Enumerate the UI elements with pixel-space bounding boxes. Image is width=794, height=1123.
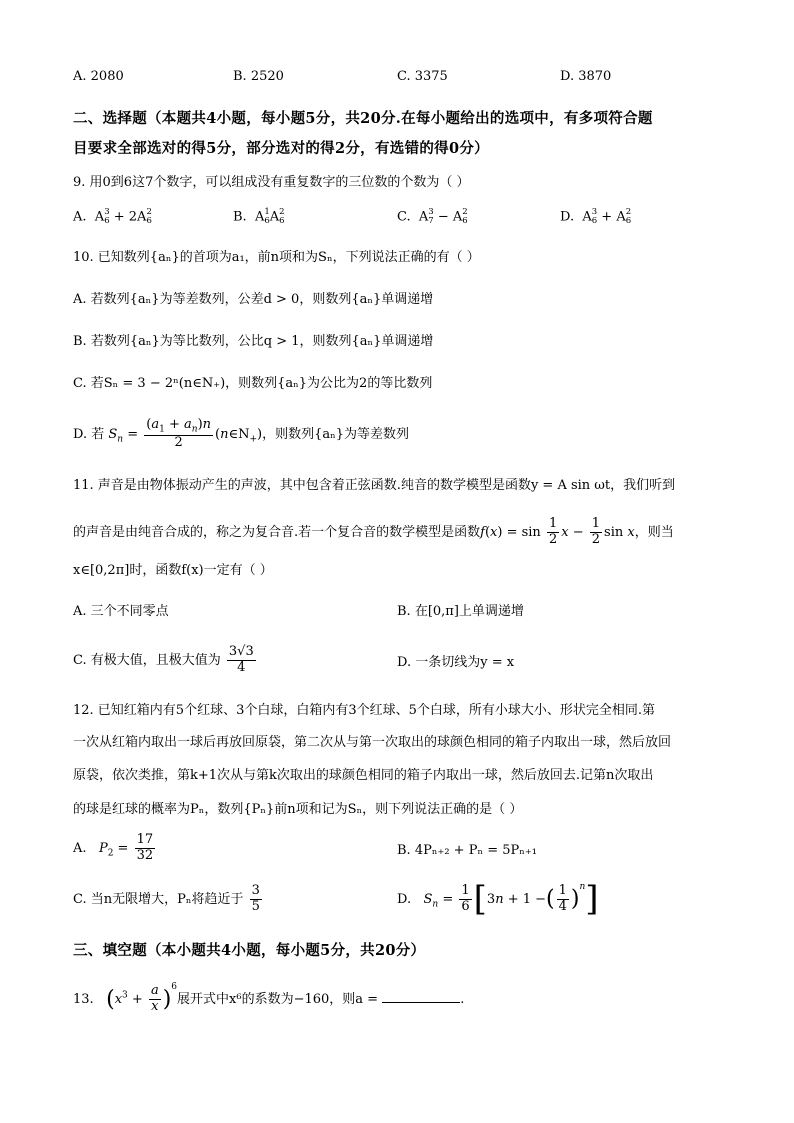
option-d: D. 3870 <box>560 69 612 84</box>
q11-option-c <box>73 645 258 676</box>
q9-option-a: A. A 3 6 + 2A 2 6 <box>73 207 152 226</box>
q12-line3: 原袋，依次类推，第k+1次从与第k次取出的球颜色相同的箱子内取出一球，然后放回去.记第n次取出 <box>73 768 654 783</box>
q11-option-d: D. 一条切线为y = x <box>397 655 515 670</box>
q11-line3: x∈[0,2π]时，函数f(x)一定有（ ） <box>73 563 273 578</box>
q12-option-c <box>73 884 264 915</box>
q12-d-quarter: $\frac{1}{4}$ <box>558 882 567 914</box>
q11-option-a: A. 三个不同零点 <box>73 604 169 619</box>
section-3-heading: 三、填空题（本小题共4小题，每小题5分，共20分） <box>73 942 426 959</box>
q12-option-c-prefix: C. 当n无限增大，Pₙ将趋近于 <box>73 891 244 907</box>
q10-option-d-prefix: D. 若 <box>73 426 105 442</box>
q10-option-d: D. 若 $S_n$ = $\frac{(a_1 + a_n)n}{2}$ $(n\in N_+)$，则数列{aₙ}为等差数列 <box>73 417 410 450</box>
q10-stem: 10. 已知数列{aₙ}的首项为a₁，前n项和为Sₙ，下列说法正确的有（ ） <box>73 250 480 265</box>
q12-option-a: A. $P_2$ = $\frac{17}{32}$ <box>73 832 154 863</box>
q11-line2-suffix: ，则当 <box>634 524 674 540</box>
q12-option-d: D. $S_n$ = $\frac{1}{6}$ [3n + 1 −( $\frac{1}{4}$ )$^n$] <box>397 879 599 919</box>
q10-option-a: A. 若数列{aₙ}为等差数列，公差d > 0，则数列{aₙ}单调递增 <box>73 292 434 307</box>
q11-option-b: B. 在[0,π]上单调递增 <box>397 604 524 619</box>
section-2-heading-line1: 二、选择题（本题共4小题，每小题5分，共20分.在每小题给出的选项中，有多项符合题 <box>73 110 653 127</box>
q10-option-c: C. 若Sₙ = 3 − 2ⁿ(n∈N₊)，则数列{aₙ}为公比为2的等比数列 <box>73 376 433 391</box>
q13-fraction: $\frac{a}{x}$ <box>150 983 159 1014</box>
q12-line4: 的球是红球的概率为Pₙ，数列{Pₙ}前n项和记为Sₙ，则下列说法正确的是（ ） <box>73 802 523 817</box>
q9-stem: 9. 用0到6这7个数字，可以组成没有重复数字的三位数的个数为（ ） <box>73 175 470 190</box>
q12-a-fraction: $\frac{17}{32}$ <box>136 832 154 863</box>
q11-option-c-prefix: C. 有极大值，且极大值为 <box>73 652 221 668</box>
q12-option-d-prefix: D. <box>397 891 412 907</box>
q10-option-b: B. 若数列{aₙ}为等比数列，公比q > 1，则数列{aₙ}单调递增 <box>73 334 434 349</box>
q12-option-b: B. 4Pₙ₊₂ + Pₙ = 5Pₙ₊₁ <box>397 843 537 858</box>
option-a: A. 2080 <box>73 69 124 84</box>
section-2-heading-line2: 目要求全部选对的得5分，部分选对的得2分，有选错的得0分） <box>73 140 489 157</box>
q12-c-fraction: $\frac{3}{5}$ <box>251 883 260 914</box>
q12-line2: 一次从红箱内取出一球后再放回原袋，第二次从与第一次取出的球颜色相同的箱子内取出一球，然后放回 <box>73 735 672 750</box>
option-c: C. 3375 <box>397 69 448 84</box>
q12-line1: 12. 已知红箱内有5个红球、3个白球，白箱内有3个红球、5个白球，所有小球大小、形状完全相同.第 <box>73 703 656 718</box>
q11-half-2: $\frac{1}{2}$ <box>591 516 601 547</box>
q11-line2: 的声音是由纯音合成的，称之为复合音.若一个复合音的数学模型是函数f(x) = sin $\frac{1}{2}$ x − $\frac{1}{2}$ sin x，则当 <box>73 516 674 547</box>
q10-d-fraction: $\frac{(a_1 + a_n)n}{2}$ <box>146 417 212 450</box>
q13-answer-blank[interactable] <box>382 990 460 1003</box>
q11-line1: 11. 声音是由物体振动产生的声波，其中包含着正弦函数.纯音的数学模型是函数y = A sin ωt，我们听到 <box>73 478 676 493</box>
q9-option-d: D. A 3 6 + A 2 6 <box>560 207 632 226</box>
q10-option-d-suffix: ，则数列{aₙ}为等差数列 <box>262 426 410 442</box>
q12-d-sixth: $\frac{1}{6}$ <box>461 882 470 914</box>
q9-option-c: C. A 3 7 − A 2 6 <box>397 207 468 226</box>
option-b: B. 2520 <box>233 69 284 84</box>
q13-period: . <box>460 992 465 1007</box>
q13-number: 13. <box>73 992 94 1007</box>
q11-c-fraction: $\frac{3√3}{4}$ <box>228 644 254 675</box>
q9-option-b: B. A 1 6 A 2 6 <box>233 207 285 226</box>
q13-middle-text: 展开式中x⁶的系数为−160，则a = <box>177 992 379 1007</box>
q13-stem: 13. ($x^3$ + $\frac{a}{x}$ )$^6$展开式中x⁶的系数为−160，则a = . <box>73 982 465 1014</box>
q12-option-a-prefix: A. <box>73 840 87 856</box>
q11-half-1: $\frac{1}{2}$ <box>548 516 558 547</box>
q11-line2-prefix: 的声音是由纯音合成的，称之为复合音.若一个复合音的数学模型是函数 <box>73 524 481 540</box>
